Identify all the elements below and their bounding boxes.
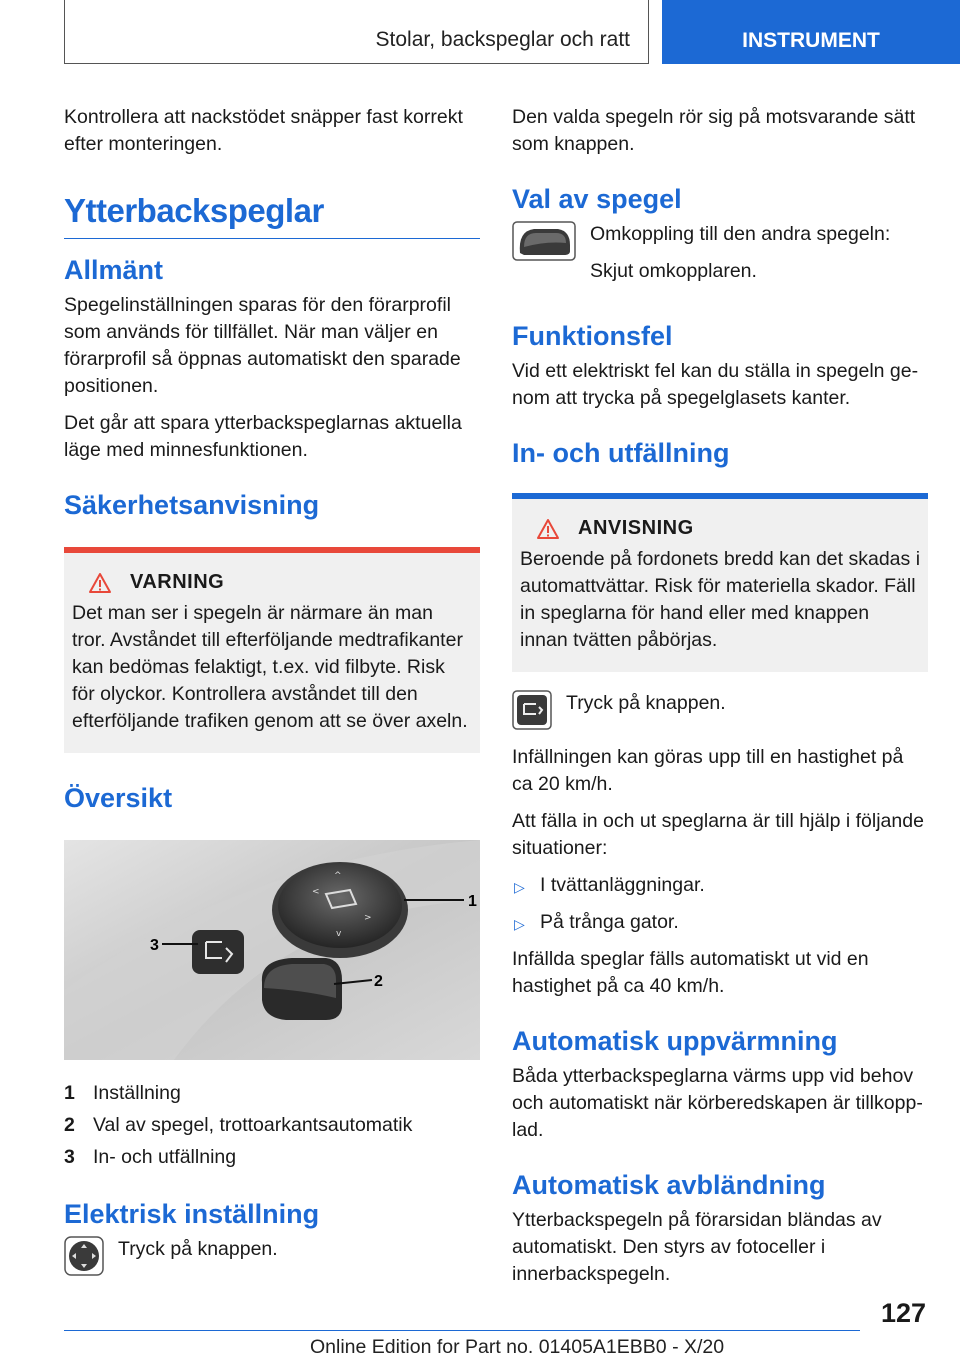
fold-mirror-button-icon — [512, 690, 552, 730]
legend-number: 2 — [64, 1114, 75, 1136]
notice-text: Beroende på fordonets bredd kan det skadas i automattvättar. Risk för materiella skador. Fäll in speglarna för hand eller med knappen innan tvätten påbörjas. — [520, 548, 921, 651]
svg-text:<: < — [312, 887, 320, 897]
warning-triangle-icon — [88, 572, 112, 594]
list-item — [512, 909, 928, 938]
safety-heading: Säkerhetsanvisning — [64, 490, 320, 520]
mirror-switch-icon — [512, 221, 576, 261]
fault-text: Vid ett elektriskt fel kan du ställa in spegeln genom att trycka på spegelglasets kanter. — [512, 360, 919, 409]
heating-text: Båda ytterbackspeglarna värms upp vid behov och automatiskt när körberedskapen är tillkopplad. — [512, 1065, 923, 1141]
notice-triangle-icon — [536, 518, 560, 540]
right-column — [512, 104, 928, 1298]
fold-paragraph-2: Att fälla in och ut speglarna är till hjälp i följande situationer: — [512, 810, 924, 859]
select-mirror-text-1: Omkoppling till den andra spegeln: — [590, 223, 891, 245]
page-heading: Ytterbackspeglar — [64, 192, 480, 239]
dimming-heading: Automatisk avbländning — [512, 1170, 826, 1200]
svg-text:1: 1 — [468, 893, 477, 910]
legend-item — [64, 1077, 480, 1109]
footer-divider — [64, 1330, 860, 1331]
general-paragraph-2: Det går att spara ytterbackspeglarnas aktuella läge med minnesfunktionen. — [64, 412, 462, 461]
mirror-controls-photo — [64, 840, 480, 1060]
fold-heading: In- och utfällning — [512, 438, 730, 468]
triangle-bullet-icon: ▷ — [514, 916, 525, 932]
svg-text:v: v — [336, 929, 342, 939]
legend-item — [64, 1109, 480, 1141]
right-intro-text: Den valda spegeln rör sig på motsvarande sätt som knappen. — [512, 106, 916, 155]
general-heading: Allmänt — [64, 255, 164, 285]
fault-heading: Funktionsfel — [512, 321, 673, 351]
legend-text: Inställning — [93, 1082, 181, 1104]
heating-heading: Automatisk uppvärmning — [512, 1026, 838, 1056]
left-column — [64, 104, 480, 1290]
header-section-title: Stolar, backspeglar och ratt — [375, 28, 630, 51]
warning-box — [64, 547, 480, 753]
legend-number: 3 — [64, 1146, 75, 1168]
mirror-adjust-button-icon — [64, 1236, 104, 1276]
legend-text: In- och utfällning — [93, 1146, 237, 1168]
svg-text:3: 3 — [150, 937, 159, 954]
electric-adjust-row — [64, 1236, 480, 1276]
list-item — [512, 872, 928, 901]
footer-edition: Online Edition for Part no. 01405A1EBB0 - X/20 — [310, 1336, 725, 1358]
notice-label: ANVISNING — [578, 517, 694, 539]
list-item-text: I tvättanläggningar. — [540, 874, 705, 896]
legend-text: Val av spegel, trottoarkantsautomatik — [93, 1114, 413, 1136]
warning-label: VARNING — [130, 571, 225, 593]
warning-text: Det man ser i spegeln är närmare än man tror. Avståndet till efterföljande medtrafikanter kan bedömas felaktigt, t.ex. vid filbyte. Risk för olyckor. Kontrollera avståndet till den efterföljande trafiken genom att se över axeln. — [72, 602, 468, 732]
svg-text:>: > — [364, 913, 372, 923]
header-chapter-tab[interactable]: INSTRUMENT — [662, 0, 960, 64]
page-number: 127 — [880, 1298, 926, 1328]
list-item-text: På trånga gator. — [540, 911, 679, 933]
legend-item — [64, 1141, 480, 1173]
select-mirror-row — [512, 221, 928, 295]
overview-legend — [64, 1077, 480, 1173]
electric-adjust-text: Tryck på knappen. — [118, 1238, 278, 1260]
general-paragraph-1: Spegelinställningen sparas för den förarprofil som används för tillfället. När man väljer en förarprofil så öppnas automatiskt den sparade positionen. — [64, 294, 461, 397]
fold-paragraph-1: Infällningen kan göras upp till en hastighet på ca 20 km/h. — [512, 746, 904, 795]
select-mirror-text-2: Skjut omkopplaren. — [590, 260, 757, 282]
svg-text:^: ^ — [334, 871, 342, 881]
svg-text:2: 2 — [374, 973, 383, 990]
electric-heading: Elektrisk inställning — [64, 1199, 320, 1229]
select-mirror-heading: Val av spegel — [512, 184, 682, 214]
legend-number: 1 — [64, 1082, 75, 1104]
fold-button-row — [512, 690, 928, 730]
intro-text: Kontrollera att nackstödet snäpper fast korrekt efter monteringen. — [64, 106, 463, 155]
notice-box — [512, 493, 928, 672]
triangle-bullet-icon: ▷ — [514, 879, 525, 895]
overview-heading: Översikt — [64, 783, 173, 813]
fold-button-text: Tryck på knappen. — [566, 692, 726, 714]
fold-paragraph-3: Infällda speglar fälls automatiskt ut vid en hastighet på ca 40 km/h. — [512, 948, 869, 997]
dimming-text: Ytterbackspegeln på förarsidan bländas av automatiskt. Den styrs av fotoceller i innerbackspegeln. — [512, 1209, 882, 1285]
